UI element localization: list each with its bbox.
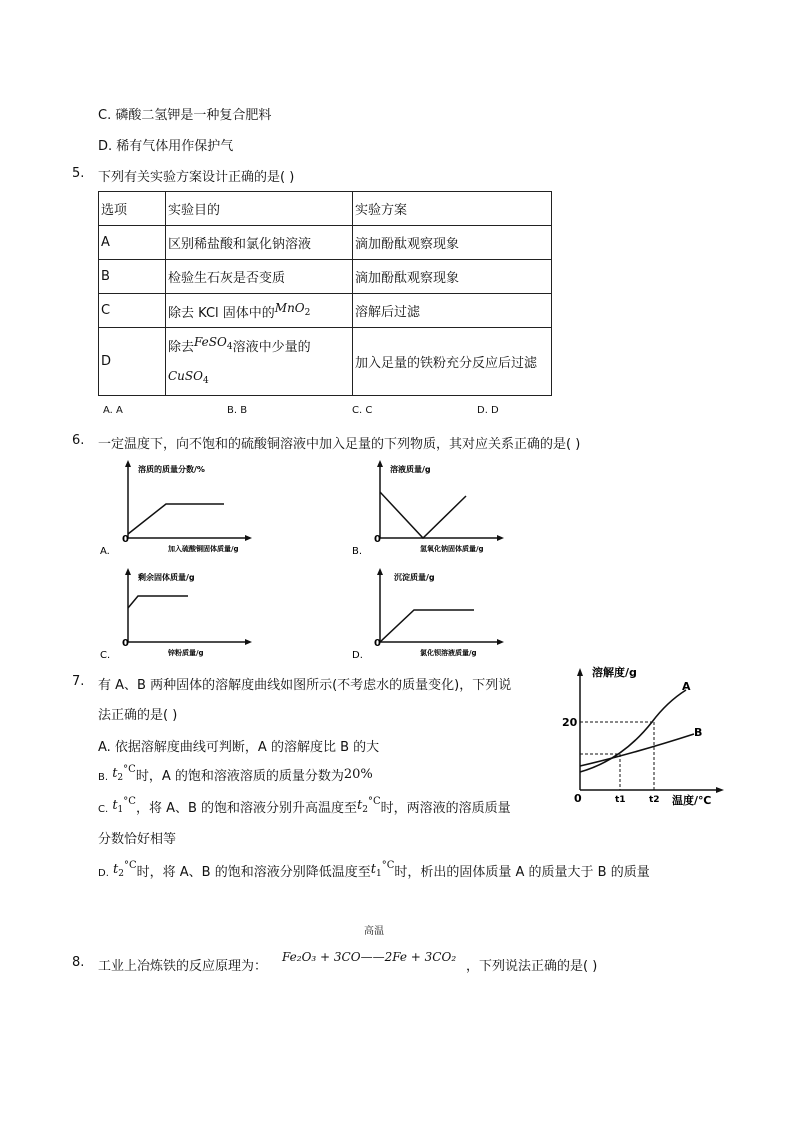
option-text: 时，将 A、B 的饱和溶液分别降低温度至 xyxy=(136,865,371,880)
table-cell-purpose xyxy=(166,328,353,396)
table-cell-option: D xyxy=(99,328,166,396)
q5-answer-c: C. C xyxy=(352,405,373,416)
table-header: 实验目的 xyxy=(166,192,353,226)
formula-cuso4 xyxy=(168,369,209,386)
degree-unit: °C xyxy=(367,796,381,807)
q6-graph-a xyxy=(98,458,268,558)
temp-t2 xyxy=(113,862,137,877)
q7-solubility-graph xyxy=(562,662,732,812)
q6-graph-b xyxy=(350,458,520,558)
temp-symbol: t xyxy=(357,798,363,813)
option-label: B. xyxy=(98,772,109,783)
graph-y-tick: 20 xyxy=(562,716,578,729)
formula-text: FeSO xyxy=(194,335,227,349)
table-row xyxy=(99,328,552,396)
graph-d-ylabel: 沉淀质量/g xyxy=(394,573,435,582)
option-text: 时，A 的饱和溶液溶质的质量分数为 xyxy=(135,769,344,784)
temp-symbol: t xyxy=(370,862,376,877)
q8-stem-pre: 工业上冶炼铁的反应原理为： xyxy=(98,959,268,974)
q5-number: 5. xyxy=(72,166,85,181)
q5-answer-d: D. D xyxy=(477,405,499,416)
temp-symbol: t xyxy=(112,766,118,781)
table-cell-option: A xyxy=(99,226,166,260)
q6-stem: 一定温度下，向不饱和的硫酸铜溶液中加入足量的下列物质，其对应关系正确的是( ) xyxy=(98,437,581,452)
option-label: D. xyxy=(98,868,109,879)
q8-number: 8. xyxy=(72,955,85,970)
graph-c-origin: 0 xyxy=(122,638,129,649)
table-header: 实验方案 xyxy=(353,192,552,226)
graph-ylabel: 溶解度/g xyxy=(592,666,637,679)
q8-equation: Fe₂O₃ + 3CO——2Fe + 3CO₂ xyxy=(282,950,457,964)
temp-subscript: 2 xyxy=(117,773,124,783)
graph-origin: 0 xyxy=(574,792,582,805)
q7-option-c-line2: 分数恰好相等 xyxy=(98,832,177,847)
q8-stem-post: ，下列说法正确的是( ) xyxy=(466,959,598,974)
temp-subscript: 2 xyxy=(118,869,124,879)
q7-stem-line2: 法正确的是( ) xyxy=(98,708,178,723)
q4-option-c: C. 磷酸二氢钾是一种复合肥料 xyxy=(98,108,272,123)
q6-graph-d xyxy=(350,566,520,666)
graph-d-label: D. xyxy=(352,650,363,661)
curve-b-label: B xyxy=(694,726,703,739)
table-cell-plan: 溶解后过滤 xyxy=(353,294,552,328)
formula-text: MnO xyxy=(274,300,305,315)
table-row xyxy=(99,260,552,294)
table-header: 选项 xyxy=(99,192,166,226)
option-label: C. xyxy=(98,804,109,815)
q7-number: 7. xyxy=(72,674,85,689)
q5-answer-a: A. A xyxy=(103,405,123,416)
purpose-text: 溶液中少量的 xyxy=(232,340,311,355)
temp-symbol: t xyxy=(112,798,118,813)
graph-xlabel: 温度/℃ xyxy=(672,794,712,807)
table-cell-purpose: 检验生石灰是否变质 xyxy=(166,260,353,294)
q7-option-a: A. 依据溶解度曲线可判断，A 的溶解度比 B 的大 xyxy=(98,740,380,755)
q7-option-d xyxy=(98,860,650,880)
option-text: 时，析出的固体质量 A 的质量大于 B 的质量 xyxy=(394,865,650,880)
graph-b-label: B. xyxy=(352,546,363,557)
purpose-text: 除去 xyxy=(168,340,195,355)
table-header-row xyxy=(99,192,552,226)
option-text: ，将 A、B 的饱和溶液分别升高温度至 xyxy=(135,801,358,816)
q6-number: 6. xyxy=(72,433,85,448)
graph-a-xlabel: 加入硫酸铜固体质量/g xyxy=(168,545,239,553)
q6-graph-c xyxy=(98,566,268,666)
graph-a-label: A. xyxy=(100,546,110,557)
table-cell-option: C xyxy=(99,294,166,328)
table-cell-plan: 加入足量的铁粉充分反应后过滤 xyxy=(353,328,552,396)
formula-subscript: 4 xyxy=(202,376,209,386)
temp-subscript: 1 xyxy=(117,805,124,815)
q5-stem: 下列有关实验方案设计正确的是( ) xyxy=(98,170,295,185)
q8-reaction-condition: 高温 xyxy=(364,926,384,937)
graph-d-xlabel: 氯化钡溶液质量/g xyxy=(420,649,477,657)
q5-answer-b: B. B xyxy=(227,405,248,416)
temp-t2 xyxy=(357,798,381,813)
curve-a-label: A xyxy=(682,680,691,693)
formula-subscript: 2 xyxy=(304,307,311,318)
graph-c-ylabel: 剩余固体质量/g xyxy=(138,573,195,582)
graph-b-ylabel: 溶液质量/g xyxy=(390,465,431,474)
degree-unit: °C xyxy=(123,764,136,775)
graph-a-origin: 0 xyxy=(122,534,129,545)
degree-unit: °C xyxy=(123,796,136,807)
purpose-text: 除去 KCl 固体中的 xyxy=(168,305,275,321)
degree-unit: °C xyxy=(381,860,395,871)
q7-option-b xyxy=(98,764,373,784)
temp-subscript: 1 xyxy=(375,869,382,879)
temp-t1 xyxy=(371,862,395,877)
formula-feso4 xyxy=(194,335,233,352)
table-cell-plan: 滴加酚酞观察现象 xyxy=(353,260,552,294)
formula-text: CuSO xyxy=(168,369,203,383)
graph-c-label: C. xyxy=(100,650,111,661)
table-cell-purpose: 区别稀盐酸和氯化钠溶液 xyxy=(166,226,353,260)
table-row xyxy=(99,294,552,328)
q7-stem-line1: 有 A、B 两种固体的溶解度曲线如图所示(不考虑水的质量变化)，下列说 xyxy=(98,678,512,693)
degree-unit: °C xyxy=(124,860,137,871)
formula-mno2 xyxy=(274,300,311,318)
temp-t2 xyxy=(112,766,136,781)
table-cell-option: B xyxy=(99,260,166,294)
graph-x-tick-t2: t2 xyxy=(649,795,660,805)
graph-x-tick-t1: t1 xyxy=(615,795,626,805)
option-value: 20% xyxy=(343,767,373,782)
temp-t1 xyxy=(112,798,136,813)
table-row xyxy=(99,226,552,260)
temp-subscript: 2 xyxy=(362,805,368,815)
formula-subscript: 4 xyxy=(226,342,233,352)
graph-d-origin: 0 xyxy=(374,638,381,649)
q5-table xyxy=(98,191,552,396)
option-text: 时，两溶液的溶质质量 xyxy=(380,801,511,816)
graph-c-xlabel: 锌粉质量/g xyxy=(168,649,204,657)
table-cell-plan: 滴加酚酞观察现象 xyxy=(353,226,552,260)
graph-b-xlabel: 氢氧化钠固体质量/g xyxy=(420,545,484,553)
graph-b-origin: 0 xyxy=(374,534,381,545)
graph-a-ylabel: 溶质的质量分数/% xyxy=(138,465,205,474)
q7-option-c-line1 xyxy=(98,796,511,816)
table-cell-purpose xyxy=(166,294,353,328)
temp-symbol: t xyxy=(113,862,119,877)
q4-option-d: D. 稀有气体用作保护气 xyxy=(98,139,234,154)
